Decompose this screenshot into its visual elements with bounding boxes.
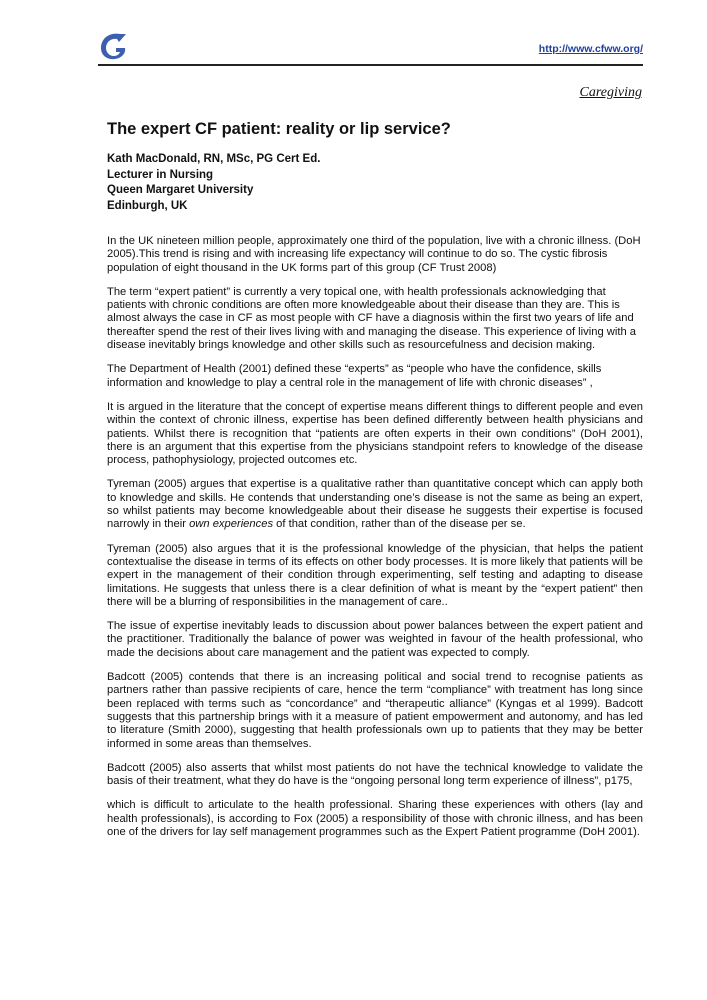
paragraph: Badcott (2005) also asserts that whilst most patients do not have the technical knowledge to validate the basis of their treatment, what they do have is the “ongoing personal long term experience of illness”, p175, <box>107 761 643 788</box>
paragraph: Tyreman (2005) also argues that it is the professional knowledge of the physician, that helps the patient contextualise the disease in terms of its effects on other body processes. It is more likely that patients will be expert in the management of their condition through experimenting, self testing and adapting to disease limitations. He suggests that unless there is a clear definition of what is meant by the “expert patient” then there will be a blurring of responsibilities in the management of care.. <box>107 542 643 608</box>
cfww-logo-icon[interactable] <box>98 30 128 62</box>
paragraph: Badcott (2005) contends that there is an increasing political and social trend to recognise patients as partners rather than passive recipients of care, hence the term “compliance” with treatment has long since been replaced with terms such as “concordance” and “therapeutic alliance” (Kyngas et al 1999). Badcott suggests that this partnership brings with it a measure of patient empowerment and autonomy, and has led to literature (Smith 2000), suggesting that health professionals own up to patients that they may be better informed in some areas than themselves. <box>107 671 643 750</box>
author-role: Lecturer in Nursing <box>107 168 214 181</box>
author-location: Edinburgh, UK <box>107 199 188 212</box>
page-header <box>98 30 643 64</box>
paragraph-text: Tyreman (2005) argues that expertise is a qualitative rather than quantitative concept which can apply both to knowledge and skills. He contends that understanding one’s disease is not the same as being an expert, so whilst patients may become knowledgeable about their disease he suggests their expertise is focused narrowly in their <box>107 478 643 531</box>
paragraph: The Department of Health (2001) defined these “experts” as “people who have the confidence, skills information and knowledge to play a central role in the management of life with chronic diseases” , <box>107 363 602 389</box>
emphasis-text: own experiences <box>189 518 274 531</box>
author-name: Kath MacDonald, RN, MSc, PG Cert Ed. <box>107 153 321 165</box>
header-divider <box>98 64 643 66</box>
paragraph: It is argued in the literature that the concept of expertise means different things to different people and even within the context of chronic illness, expertise has been defined differently between health physicians and patients. Whilst there is recognition that “patients are often experts in their own conditions” (DoH 2001), there is an argument that this expertise from the physicians standpoint refers to knowledge of the disease process, pathophysiology, projected outcomes etc. <box>107 400 643 467</box>
paragraph: The issue of expertise inevitably leads to discussion about power balances between the expert patient and the practitioner. Traditionally the balance of power was weighted in favour of the health professional, who made the decisions about care management and the patient was expected to comply. <box>107 620 643 659</box>
paragraph: which is difficult to articulate to the health professional. Sharing these experiences with others (lay and health professionals), is according to Fox (2005) a responsibility of those with chronic illness, and has been one of the drivers for lay self management programmes such as the Expert Patient programme (DoH 2001). <box>107 799 643 838</box>
paragraph: The term “expert patient” is currently a very topical one, with health professionals acknowledging that patients with chronic conditions are often more knowledgeable about their disease than they are. This is almost always the case in CF as most people with CF have a diagnosis within the first two years of life and thereafter spend the rest of their lives living with and managing the disease. This experience of living with a disease inevitably brings knowledge and other skills such as resourcefulness and decision making. <box>107 285 637 352</box>
paragraph <box>107 478 643 531</box>
article-title: The expert CF patient: reality or lip service? <box>107 120 451 138</box>
paragraph: In the UK nineteen million people, approximately one third of the population, live with a chronic illness. (DoH 2005).This trend is rising and with increasing life expectancy will continue to do so. The cystic fibrosis population of eight thousand in the UK forms part of this group (CF Trust 2008) <box>107 235 641 274</box>
author-institution: Queen Margaret University <box>107 184 254 196</box>
section-label: Caregiving <box>579 85 642 100</box>
paragraph-text: of that condition, rather than of the disease per se. <box>273 518 526 531</box>
article-body <box>107 235 643 850</box>
author-block <box>107 152 320 214</box>
site-url-link[interactable]: http://www.cfww.org/ <box>538 43 643 55</box>
